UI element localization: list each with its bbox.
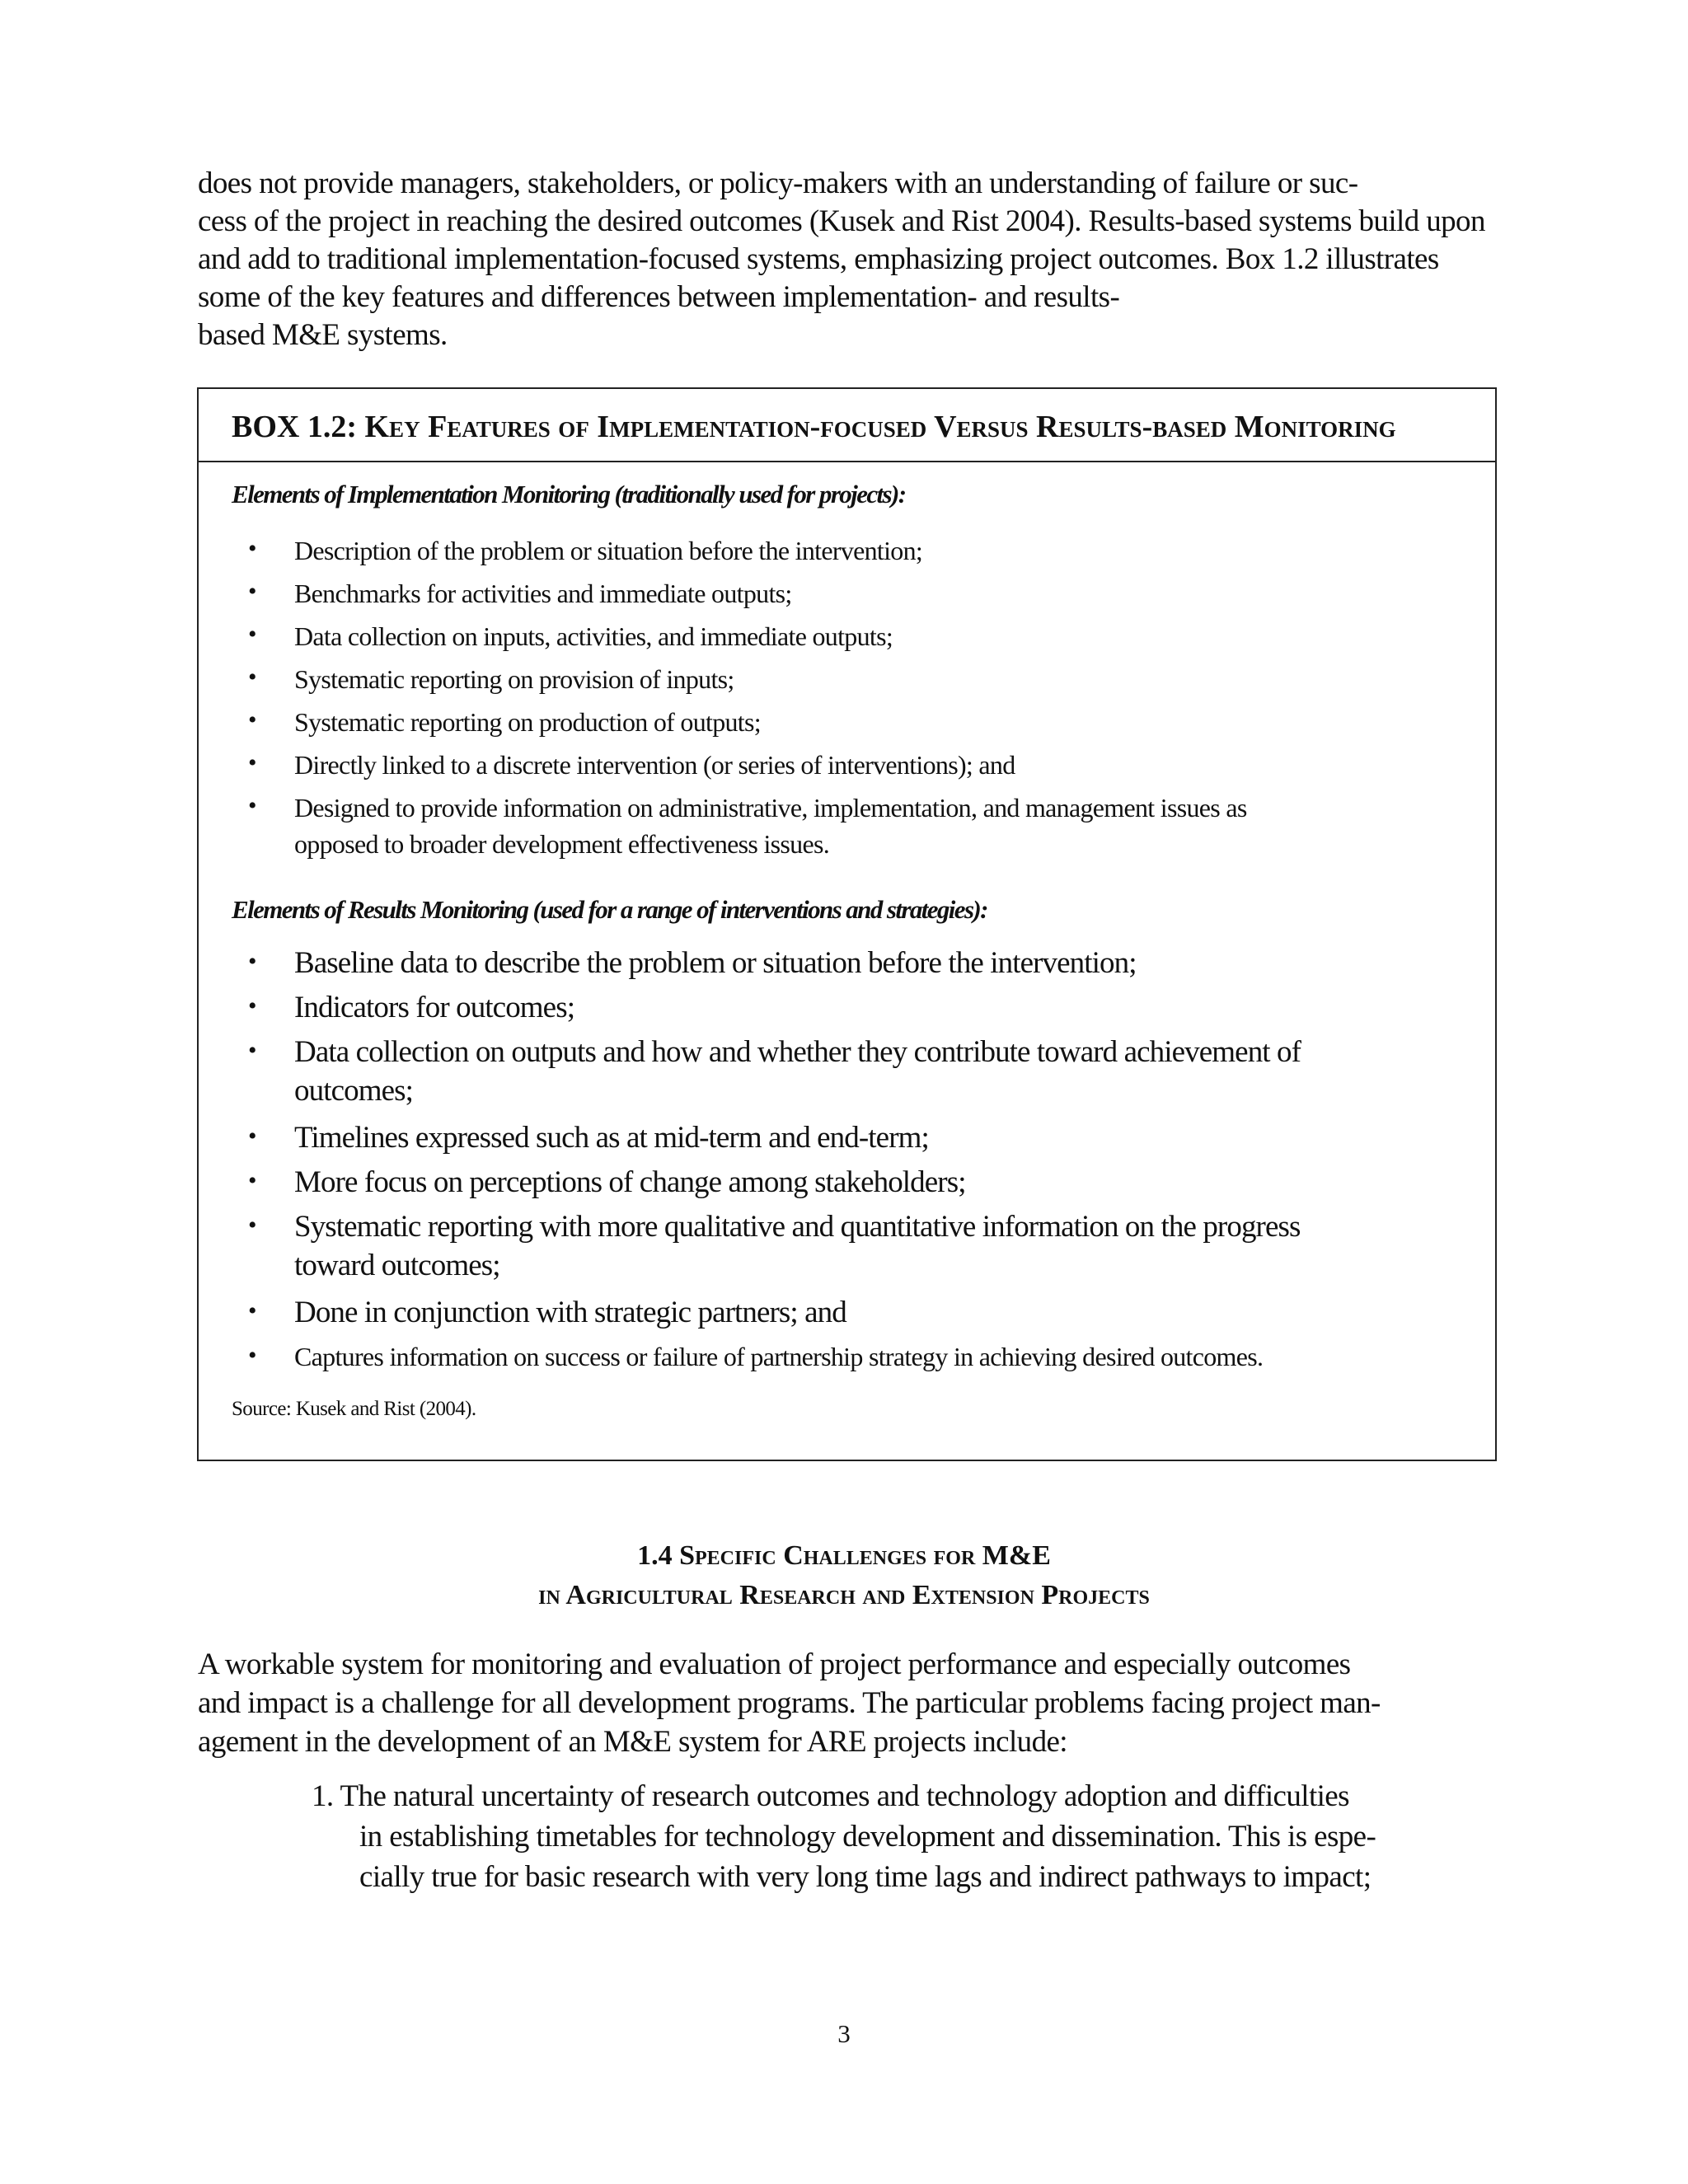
section-heading-line-1: [0, 1536, 1688, 1576]
bullet-icon: •: [248, 621, 256, 648]
list-item-text: Timelines expressed such as at mid-term and end-term;: [294, 1121, 929, 1155]
bullet-icon: •: [248, 792, 256, 819]
box-label: BOX 1.2:: [232, 410, 357, 444]
list-item: [232, 1207, 1301, 1293]
list-item: [232, 1293, 1301, 1338]
bullet-icon: •: [248, 1342, 256, 1369]
list-item-text: Baseline data to describe the problem or situation before the intervention;: [294, 946, 1137, 980]
paragraph-line: A workable system for monitoring and evaluation of project performance and especially outcomes: [198, 1647, 1351, 1681]
list-item-text: outcomes;: [294, 1074, 413, 1108]
list-item-text: Systematic reporting on production of outputs;: [294, 707, 761, 737]
list-item-text: Done in conjunction with strategic partners; and: [294, 1296, 846, 1329]
section-title-part: Specific Challenges for: [679, 1540, 976, 1571]
list-item-text: Systematic reporting with more qualitative and quantitative information on the progress: [294, 1210, 1301, 1244]
list-item: [232, 988, 1301, 1033]
intro-line: does not provide managers, stakeholders, or policy-makers with an understanding of failure or suc-: [198, 166, 1358, 200]
list-item-text: toward outcomes;: [294, 1249, 500, 1282]
section-number: 1.4: [637, 1540, 673, 1571]
list-item-text: More focus on perceptions of change among stakeholders;: [294, 1165, 966, 1199]
box-source: Source: Kusek and Rist (2004).: [232, 1398, 476, 1420]
bullet-icon: •: [248, 749, 256, 776]
list-item-text: Description of the problem or situation before the intervention;: [294, 536, 923, 565]
paragraph-line: agement in the development of an M&E system for ARE projects include:: [198, 1725, 1067, 1759]
bullet-icon: •: [248, 578, 256, 605]
list-item-text: Benchmarks for activities and immediate outputs;: [294, 579, 792, 608]
list-item: [232, 1163, 1301, 1207]
list-item: [232, 1118, 1301, 1163]
list-item: [232, 704, 1247, 747]
bullet-icon: •: [248, 948, 256, 975]
item-text: The natural uncertainty of research outcomes and technology adoption and difficulties: [340, 1779, 1349, 1813]
list-item: [232, 1033, 1301, 1118]
bullet-icon: •: [248, 992, 256, 1019]
bullet-icon: •: [248, 1122, 256, 1150]
numbered-item-1: [312, 1776, 1376, 1897]
intro-line: based M&E systems.: [198, 318, 448, 352]
list-item: [232, 747, 1247, 790]
results-heading: Elements of Results Monitoring (used for a range of interventions and strategies):: [232, 895, 987, 924]
list-item-text: Designed to provide information on administrative, implementation, and management issues as: [294, 793, 1247, 823]
list-item-text: Data collection on inputs, activities, and immediate outputs;: [294, 621, 893, 651]
implementation-list: [232, 532, 1247, 864]
list-item: [232, 575, 1247, 618]
bullet-icon: •: [248, 663, 256, 691]
list-item-text: opposed to broader development effectiveness issues.: [294, 829, 830, 859]
page-number: 3: [837, 2019, 851, 2048]
item-number: 1.: [312, 1779, 334, 1813]
list-item-text: Captures information on success or failure of partnership strategy in achieving desired outcomes.: [294, 1342, 1264, 1371]
intro-line: some of the key features and differences between implementation- and results-: [198, 280, 1120, 314]
challenges-paragraph: [198, 1645, 1381, 1761]
list-item-text: Directly linked to a discrete intervention (or series of interventions); and: [294, 750, 1015, 780]
bullet-icon: •: [248, 535, 256, 562]
list-item-text: Data collection on outputs and how and whether they contribute toward achievement of: [294, 1035, 1301, 1069]
list-item: [232, 532, 1247, 575]
list-item: [232, 661, 1247, 704]
list-item: [232, 1338, 1301, 1382]
paragraph-line: and impact is a challenge for all development programs. The particular problems facing project man-: [198, 1686, 1381, 1720]
box-1-2: [197, 387, 1497, 1461]
list-item-text: Systematic reporting on provision of inputs;: [294, 664, 734, 694]
results-list: [232, 944, 1301, 1382]
bullet-icon: •: [248, 1212, 256, 1239]
numbered-item-line: in establishing timetables for technology development and dissemination. This is espe-: [359, 1820, 1376, 1854]
intro-line: and add to traditional implementation-focused systems, emphasizing project outcomes. Box 1.2 illustrates: [198, 242, 1439, 276]
numbered-item-line: cially true for basic research with very long time lags and indirect pathways to impact;: [359, 1860, 1372, 1894]
section-title-line-2: in Agricultural Research and Extension Projects: [538, 1580, 1150, 1610]
box-title-text: Key Features of Implementation-focused Versus Results-based Monitoring: [364, 410, 1396, 444]
bullet-icon: •: [248, 1037, 256, 1064]
list-item: [232, 944, 1301, 988]
list-item: [232, 790, 1247, 864]
section-heading-line-2: [0, 1576, 1688, 1615]
numbered-item-line: [312, 1776, 1376, 1816]
bullet-icon: •: [248, 706, 256, 733]
bullet-icon: •: [248, 1167, 256, 1194]
box-title: [199, 389, 1495, 462]
intro-paragraph: [198, 165, 1508, 354]
bullet-icon: •: [248, 1297, 256, 1324]
implementation-heading: Elements of Implementation Monitoring (traditionally used for projects):: [232, 480, 906, 509]
list-item-text: Indicators for outcomes;: [294, 991, 575, 1024]
list-item: [232, 618, 1247, 661]
section-title-end: M&E: [982, 1540, 1051, 1571]
intro-line: cess of the project in reaching the desired outcomes (Kusek and Rist 2004). Results-based systems build upon: [198, 204, 1485, 238]
